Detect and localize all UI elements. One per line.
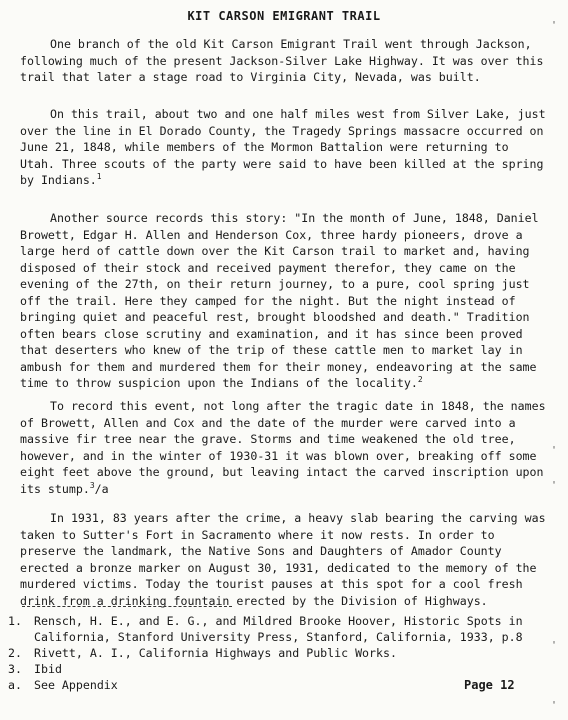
margin-mark: ' — [551, 700, 558, 711]
footnote-1: 1. Rensch, H. E., and E. G., and Mildred Brooke Hoover, Historic Spots in California, Stanford University Press, Stanford, California, 1933, p.8 — [8, 614, 523, 644]
page-number: Page 12 — [464, 678, 515, 692]
footnote-ref-2: 2 — [417, 375, 423, 385]
footnote-ref-3: 3 — [89, 480, 95, 490]
paragraph-2: On this trail, about two and one half miles west from Silver Lake, just over the line in El Dorado County, the Tragedy Springs massacre occurred on June 21, 1848, while members of the Mormon Battalion were returning to Utah. Three scouts of the party were said to have been killed at the spring by Indians.$^1$ — [20, 107, 546, 187]
paragraph-5: In 1931, 83 years after the crime, a heavy slab bearing the carving was taken to Sutter's Fort in Sacramento where it now rests. In order to preserve the landmark, the Native Sons and Daughters of Amador County erected a bronze marker on August 30, 1931, dedicated to the memory of the murdered victims. Today the tourist pauses at this spot for a cool fresh drink from a drinking fountain erected by the Division of Highways. — [20, 511, 546, 608]
margin-mark: ' — [551, 640, 558, 651]
footnote-a: a. See Appendix — [8, 678, 118, 692]
page-title: KIT CARSON EMIGRANT TRAIL — [187, 9, 381, 23]
footnote-ref-1: 1 — [96, 172, 102, 182]
appendix-ref: /a — [94, 481, 109, 496]
footnote-3: 3. Ibid — [8, 662, 62, 676]
paragraph-3: Another source records this story: "In the month of June, 1848, Daniel Browett, Edgar H. Allen and Henderson Cox, three hardy pioneers, drove a large herd of cattle down over the Kit Carson trail to market and, having disposed of their stock and received payment therefor, they came on the evening of the 27th, on their return journey, to a pure, cool spring just off the trail. Here they camped for the night. But the night instead of bringing quiet and peaceful rest, brought bloodshed and death." Tradition often bears close scrutiny and examination, and it has since been proved that deserters who knew of the trip of these cattle men to market lay in ambush for them and murdered them for their money, endeavoring at the same time to throw suspicion upon the Indians of the locality.$^2$ — [20, 211, 539, 390]
margin-mark: ' — [551, 480, 558, 491]
margin-mark: ' — [551, 445, 558, 456]
paragraph-4: To record this event, not long after the tragic date in 1848, the names of Browett, Allen and Cox and the date of the murder were carved into a massive fir tree near the grave. Storms and time weakened the old tree, however, and in the winter of 1930-31 it was blown over, breaking off some eight feet above the ground, but leaving intact the carved inscription upon its stump.$^3$/a — [20, 399, 546, 496]
margin-mark: ' — [551, 20, 558, 31]
footnote-separator — [22, 606, 232, 607]
paragraph-1: One branch of the old Kit Carson Emigrant Trail went through Jackson, following much of the present Jackson-Silver Lake Highway. It was over this trail that later a stage road to Virginia City, Nevada, was built. — [20, 37, 544, 84]
footnote-2: 2. Rivett, A. I., California Highways and Public Works. — [8, 646, 397, 660]
